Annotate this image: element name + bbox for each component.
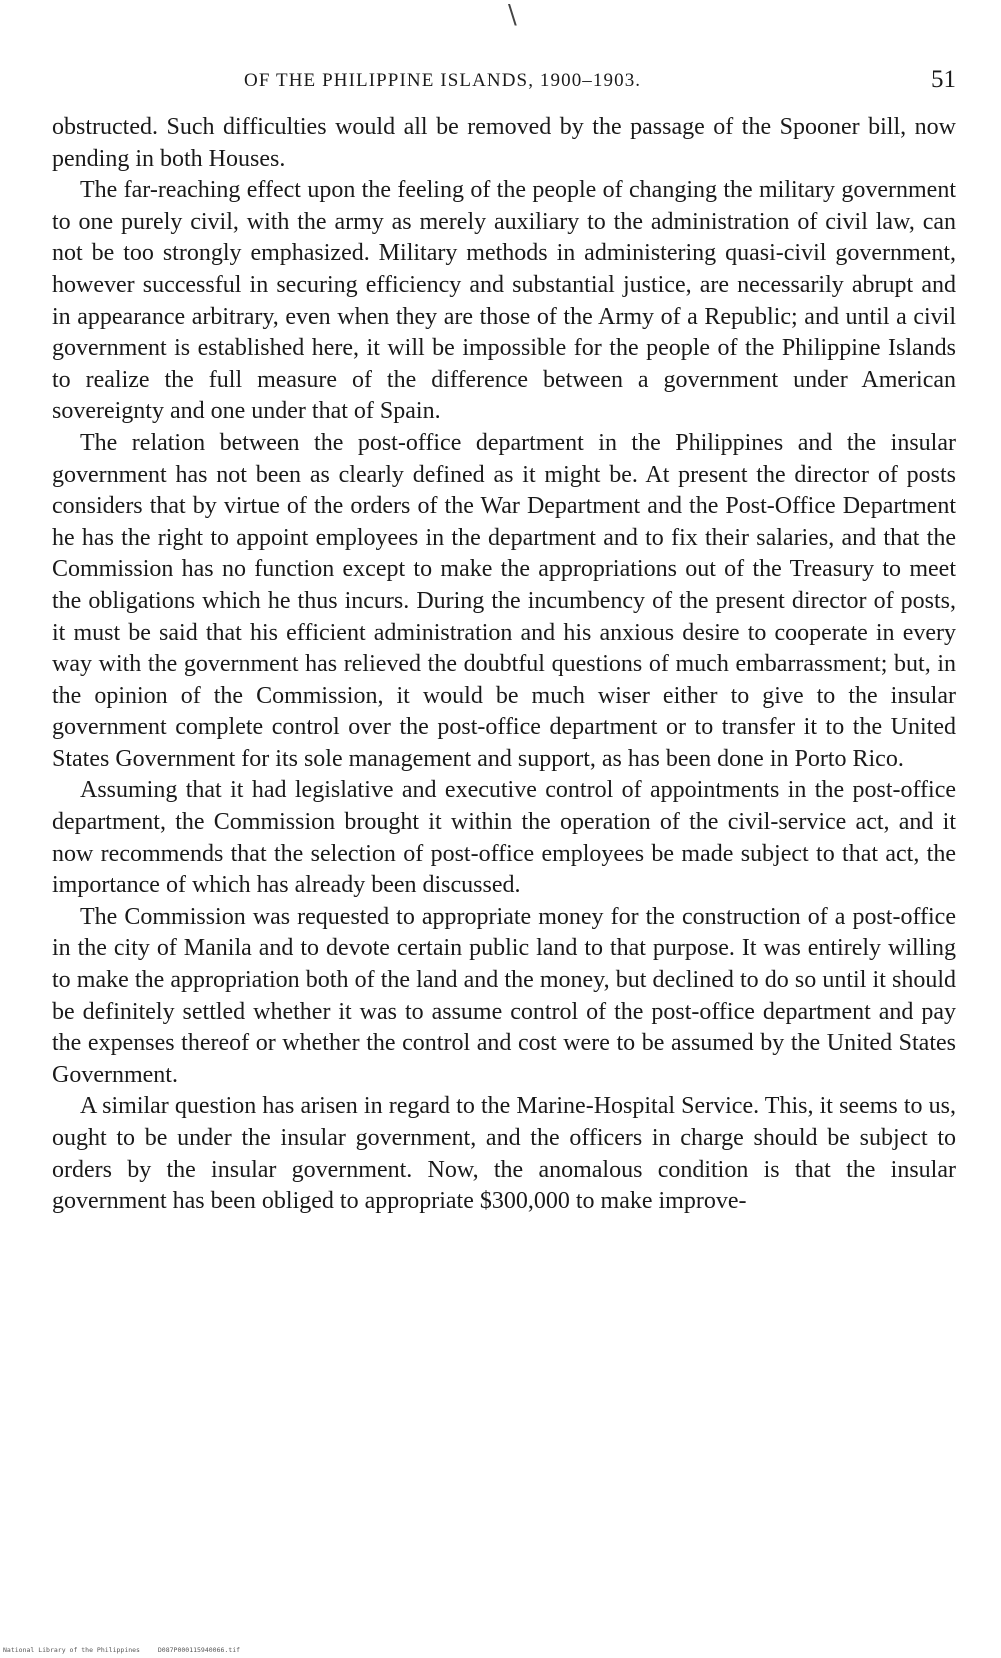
body-text	[52, 112, 956, 1218]
running-head: OF THE PHILIPPINE ISLANDS, 1900–1903.	[244, 70, 642, 91]
paragraph-manila-post-office: The Commission was requested to appropriate money for the construction of a post-office in the city of Manila and to devote certain public land to that purpose. It was entirely willing to make the appropriation both of the land and the money, but declined to do so until it should be definitely settled whether it was to assume control of the post-office department and pay the expenses thereof or whether the control and cost were to be assumed by the United States Government.	[52, 903, 956, 1088]
paragraph-civil-government: The far-reaching effect upon the feeling of the people of changing the military government to one purely civil, with the army as merely auxiliary to the administration of civil law, can not be too strongly emphasized. Military methods in administering quasi-civil government, however successful in securing efficiency and substantial justice, are necessarily abrupt and in appearance arbitrary, even when they are those of the Army of a Republic; and until a civil government is established here, it will be impossible for the people of the Philippine Islands to realize the full measure of the difference between a government under American sovereignty and one under that of Spain.	[52, 177, 956, 425]
page-number: 51	[931, 66, 956, 93]
page-header	[244, 68, 956, 98]
scan-mark: \	[508, 0, 517, 30]
scan-footer	[3, 1646, 240, 1654]
paragraph-marine-hospital: A similar question has arisen in regard to the Marine-Hospital Service. This, it seems to us, ought to be under the insular government, and the officers in charge should be subject to orders by the insular government. Now, the anomalous condition is that the insular government has been obliged to appropriate $300,000 to make improve-	[52, 1093, 956, 1215]
paragraph-continued: obstructed. Such difficulties would all be removed by the passage of the Spooner bill, now pending in both Houses.	[52, 114, 956, 172]
footer-library: National Library of the Philippines	[3, 1646, 140, 1654]
paragraph-post-office-relation: The relation between the post-office department in the Philippines and the insular government has not been as clearly defined as it might be. At present the director of posts considers that by virtue of the orders of the War Department and the Post-Office Department he has the right to appoint employees in the department and to fix their salaries, and that the Commission has no function except to make the appropriations out of the Treasury to meet the obligations which he thus incurs. During the incumbency of the present director of posts, it must be said that his efficient administration and his anxious desire to cooperate in every way with the government has relieved the doubtful questions of much embarrassment; but, in the opinion of the Commission, it would be much wiser either to give to the insular government complete control over the post-office department or to transfer it to the United States Government for its sole management and support, as has been done in Porto Rico.	[52, 429, 956, 772]
paragraph-civil-service: Assuming that it had legislative and executive control of appointments in the post-office department, the Commission brought it within the operation of the civil-service act, and it now recommends that the selection of post-office employees be made subject to that act, the importance of which has already been discussed.	[52, 777, 956, 899]
footer-filename: D087P000115940066.tif	[157, 1646, 241, 1654]
